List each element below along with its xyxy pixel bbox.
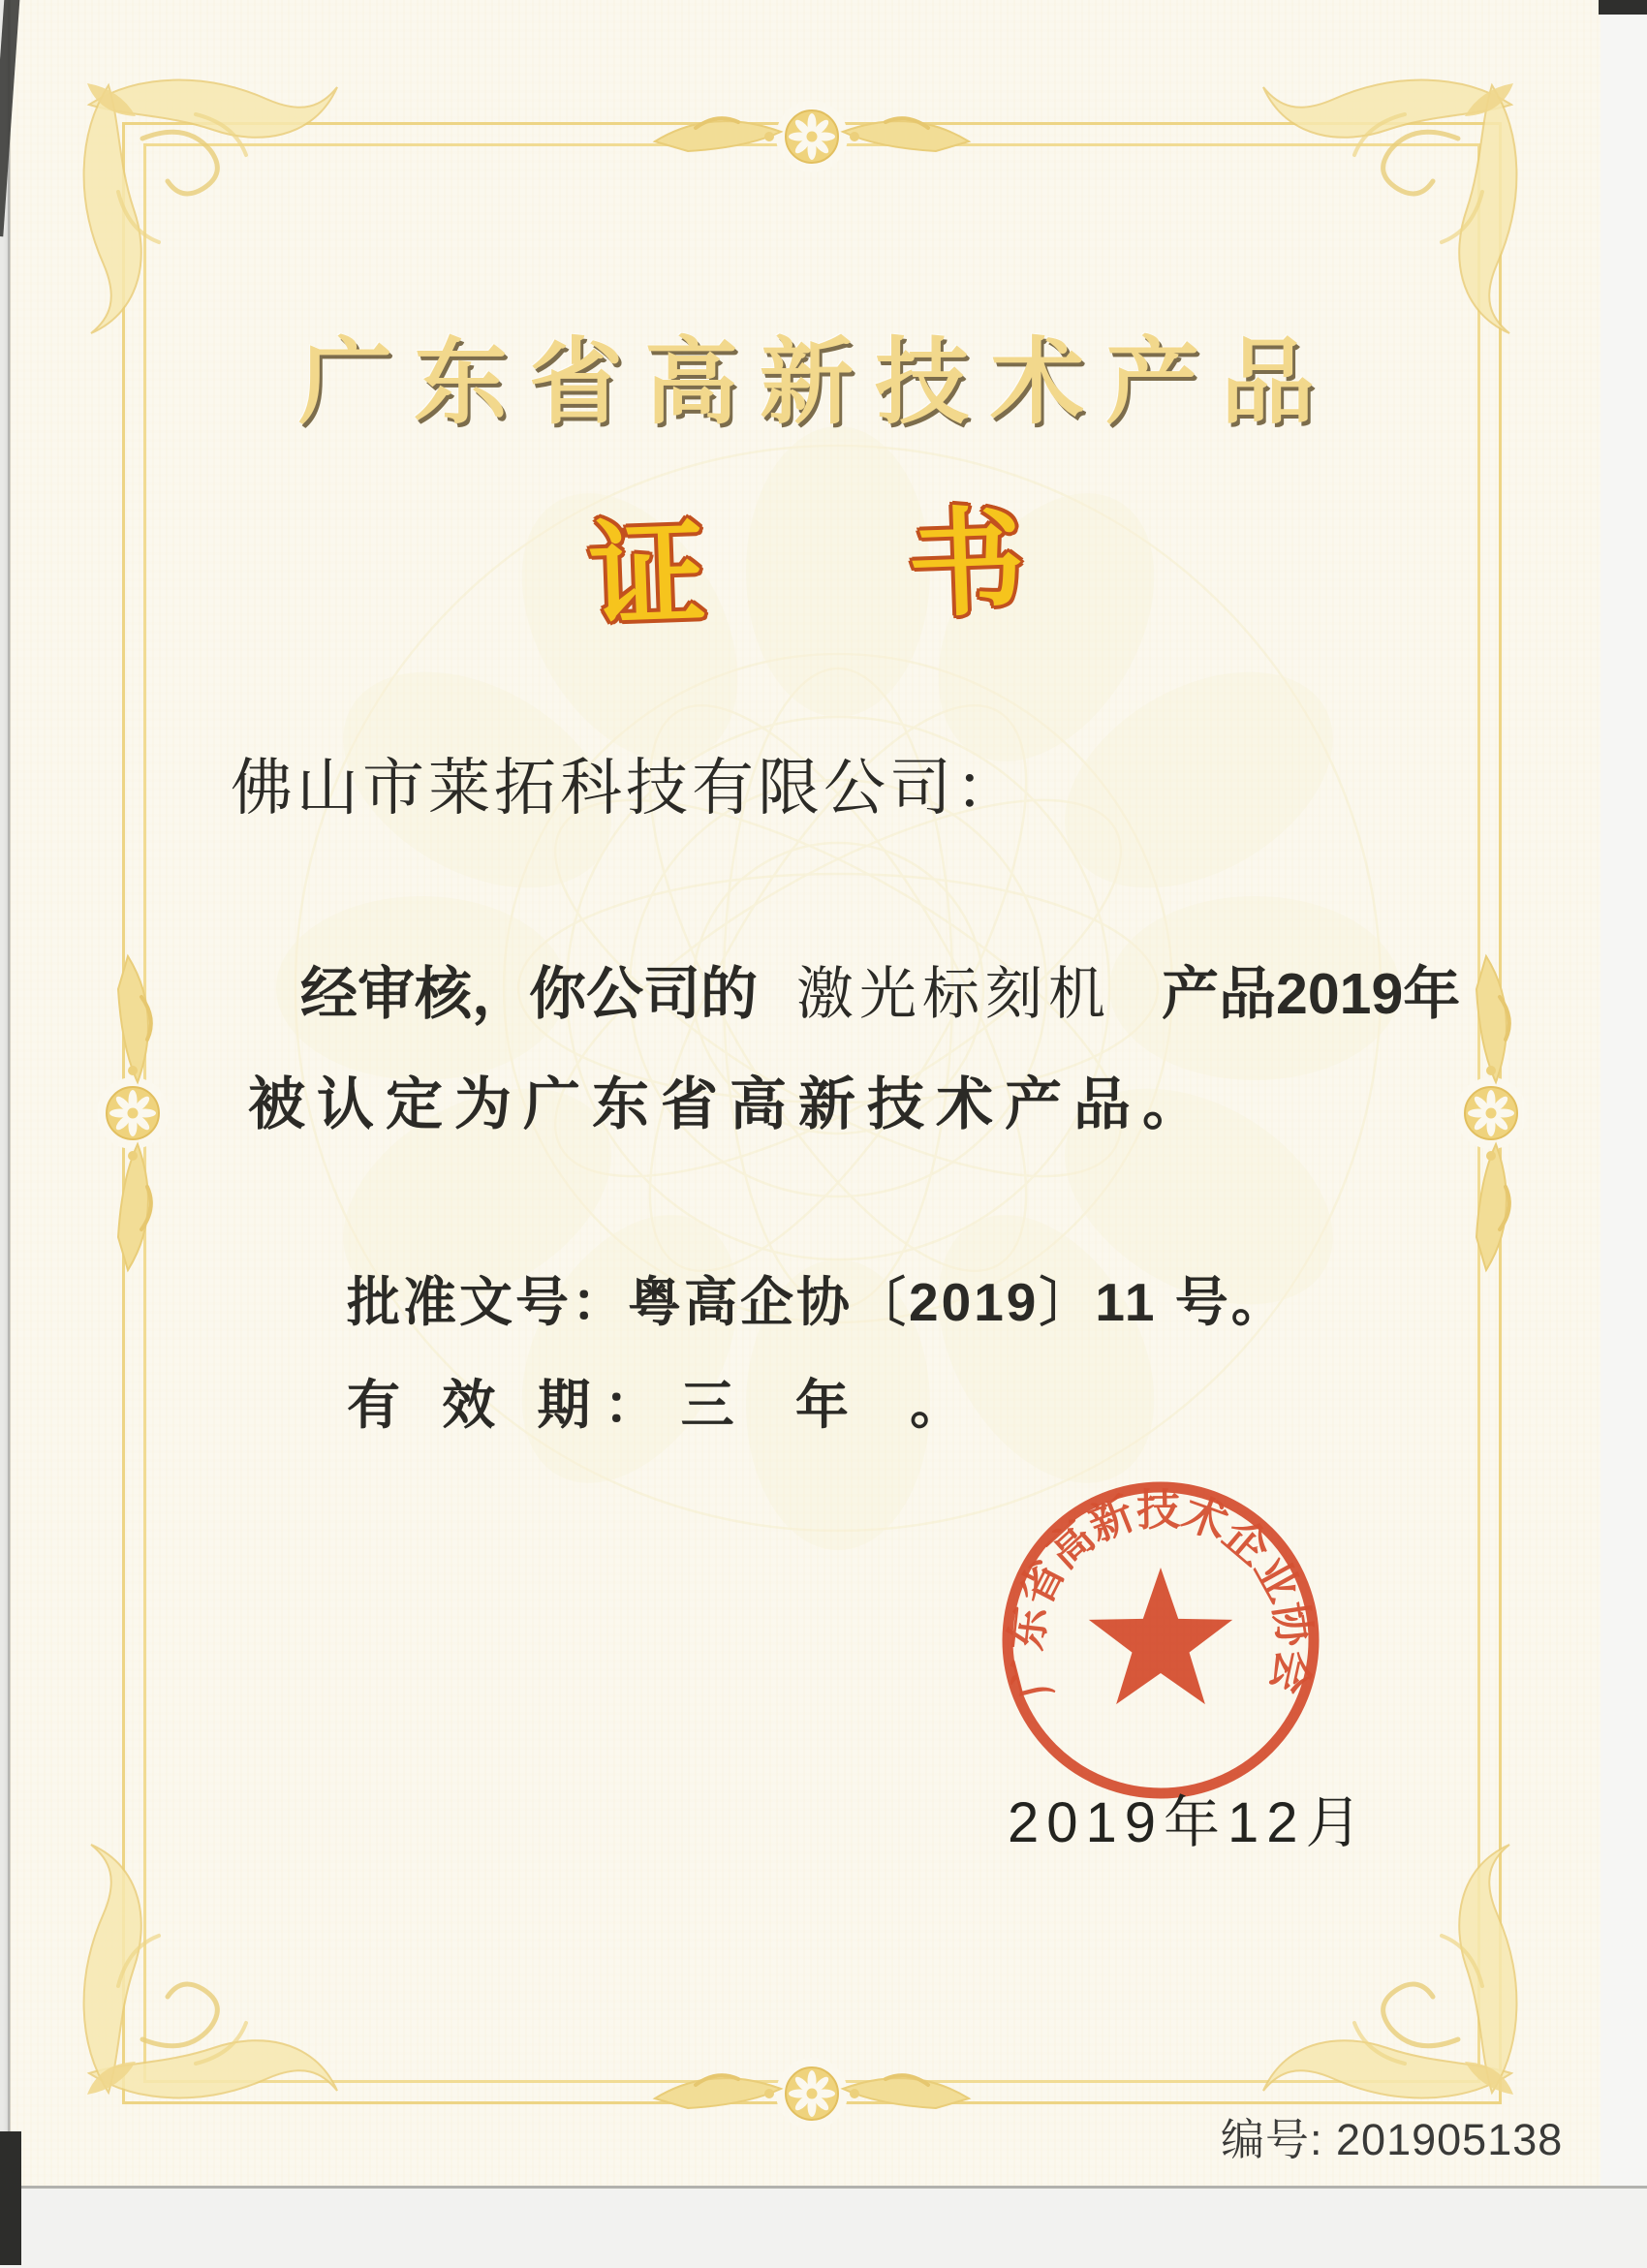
certificate-paper xyxy=(10,0,1603,2186)
validity-label: 有 效 期： xyxy=(347,1375,671,1435)
approval-label: 批准文号： xyxy=(347,1272,629,1332)
scanner-background-right xyxy=(1600,0,1647,2265)
serial-number-line xyxy=(1221,2104,1563,2167)
border-medallion-ornament xyxy=(637,2050,986,2137)
body-suffix-text: 产品2019年 xyxy=(1162,962,1461,1026)
validity-value: 三 年 。 xyxy=(680,1375,987,1435)
certificate-title: 广东省高新技术产品 xyxy=(298,329,1336,435)
scan-edge-artifact xyxy=(0,2131,21,2265)
certificate-subtitle: 证 书 xyxy=(586,494,1112,642)
body-paragraph-line1 xyxy=(300,948,1460,1030)
corner-flourish-ornament xyxy=(1259,47,1550,337)
body-prefix-text: 经审核，你公司的 xyxy=(300,962,759,1026)
border-medallion-ornament xyxy=(1447,939,1535,1288)
border-medallion-ornament xyxy=(637,93,986,180)
scan-edge-artifact xyxy=(1599,0,1647,15)
corner-flourish-ornament xyxy=(1259,1841,1550,2131)
approval-number-line xyxy=(347,1259,1288,1336)
company-name: 佛山市莱拓科技有限公司： xyxy=(231,753,1021,824)
scanner-background-bottom xyxy=(0,2186,1647,2268)
official-seal xyxy=(967,1442,1354,1829)
seal-star-icon xyxy=(1089,1568,1232,1704)
corner-flourish-ornament xyxy=(50,1841,341,2131)
body-paragraph-line2: 被认定为广东省高新技术产品。 xyxy=(248,1072,1212,1136)
product-name-text: 激光标刻机 xyxy=(796,960,1112,1027)
issue-date: 2019年12月 xyxy=(1008,1791,1370,1854)
serial-label: 编号: xyxy=(1221,2115,1323,2164)
corner-flourish-ornament xyxy=(50,47,341,337)
serial-value: 201905138 xyxy=(1336,2115,1564,2164)
seal-arc-text: 广东省高新技术企业协会 xyxy=(1001,1484,1321,1704)
validity-line xyxy=(347,1362,986,1439)
scan-edge-artifact xyxy=(8,0,11,2186)
border-medallion-ornament xyxy=(89,939,176,1288)
approval-value: 粤高企协〔2019〕11 号。 xyxy=(628,1272,1288,1332)
